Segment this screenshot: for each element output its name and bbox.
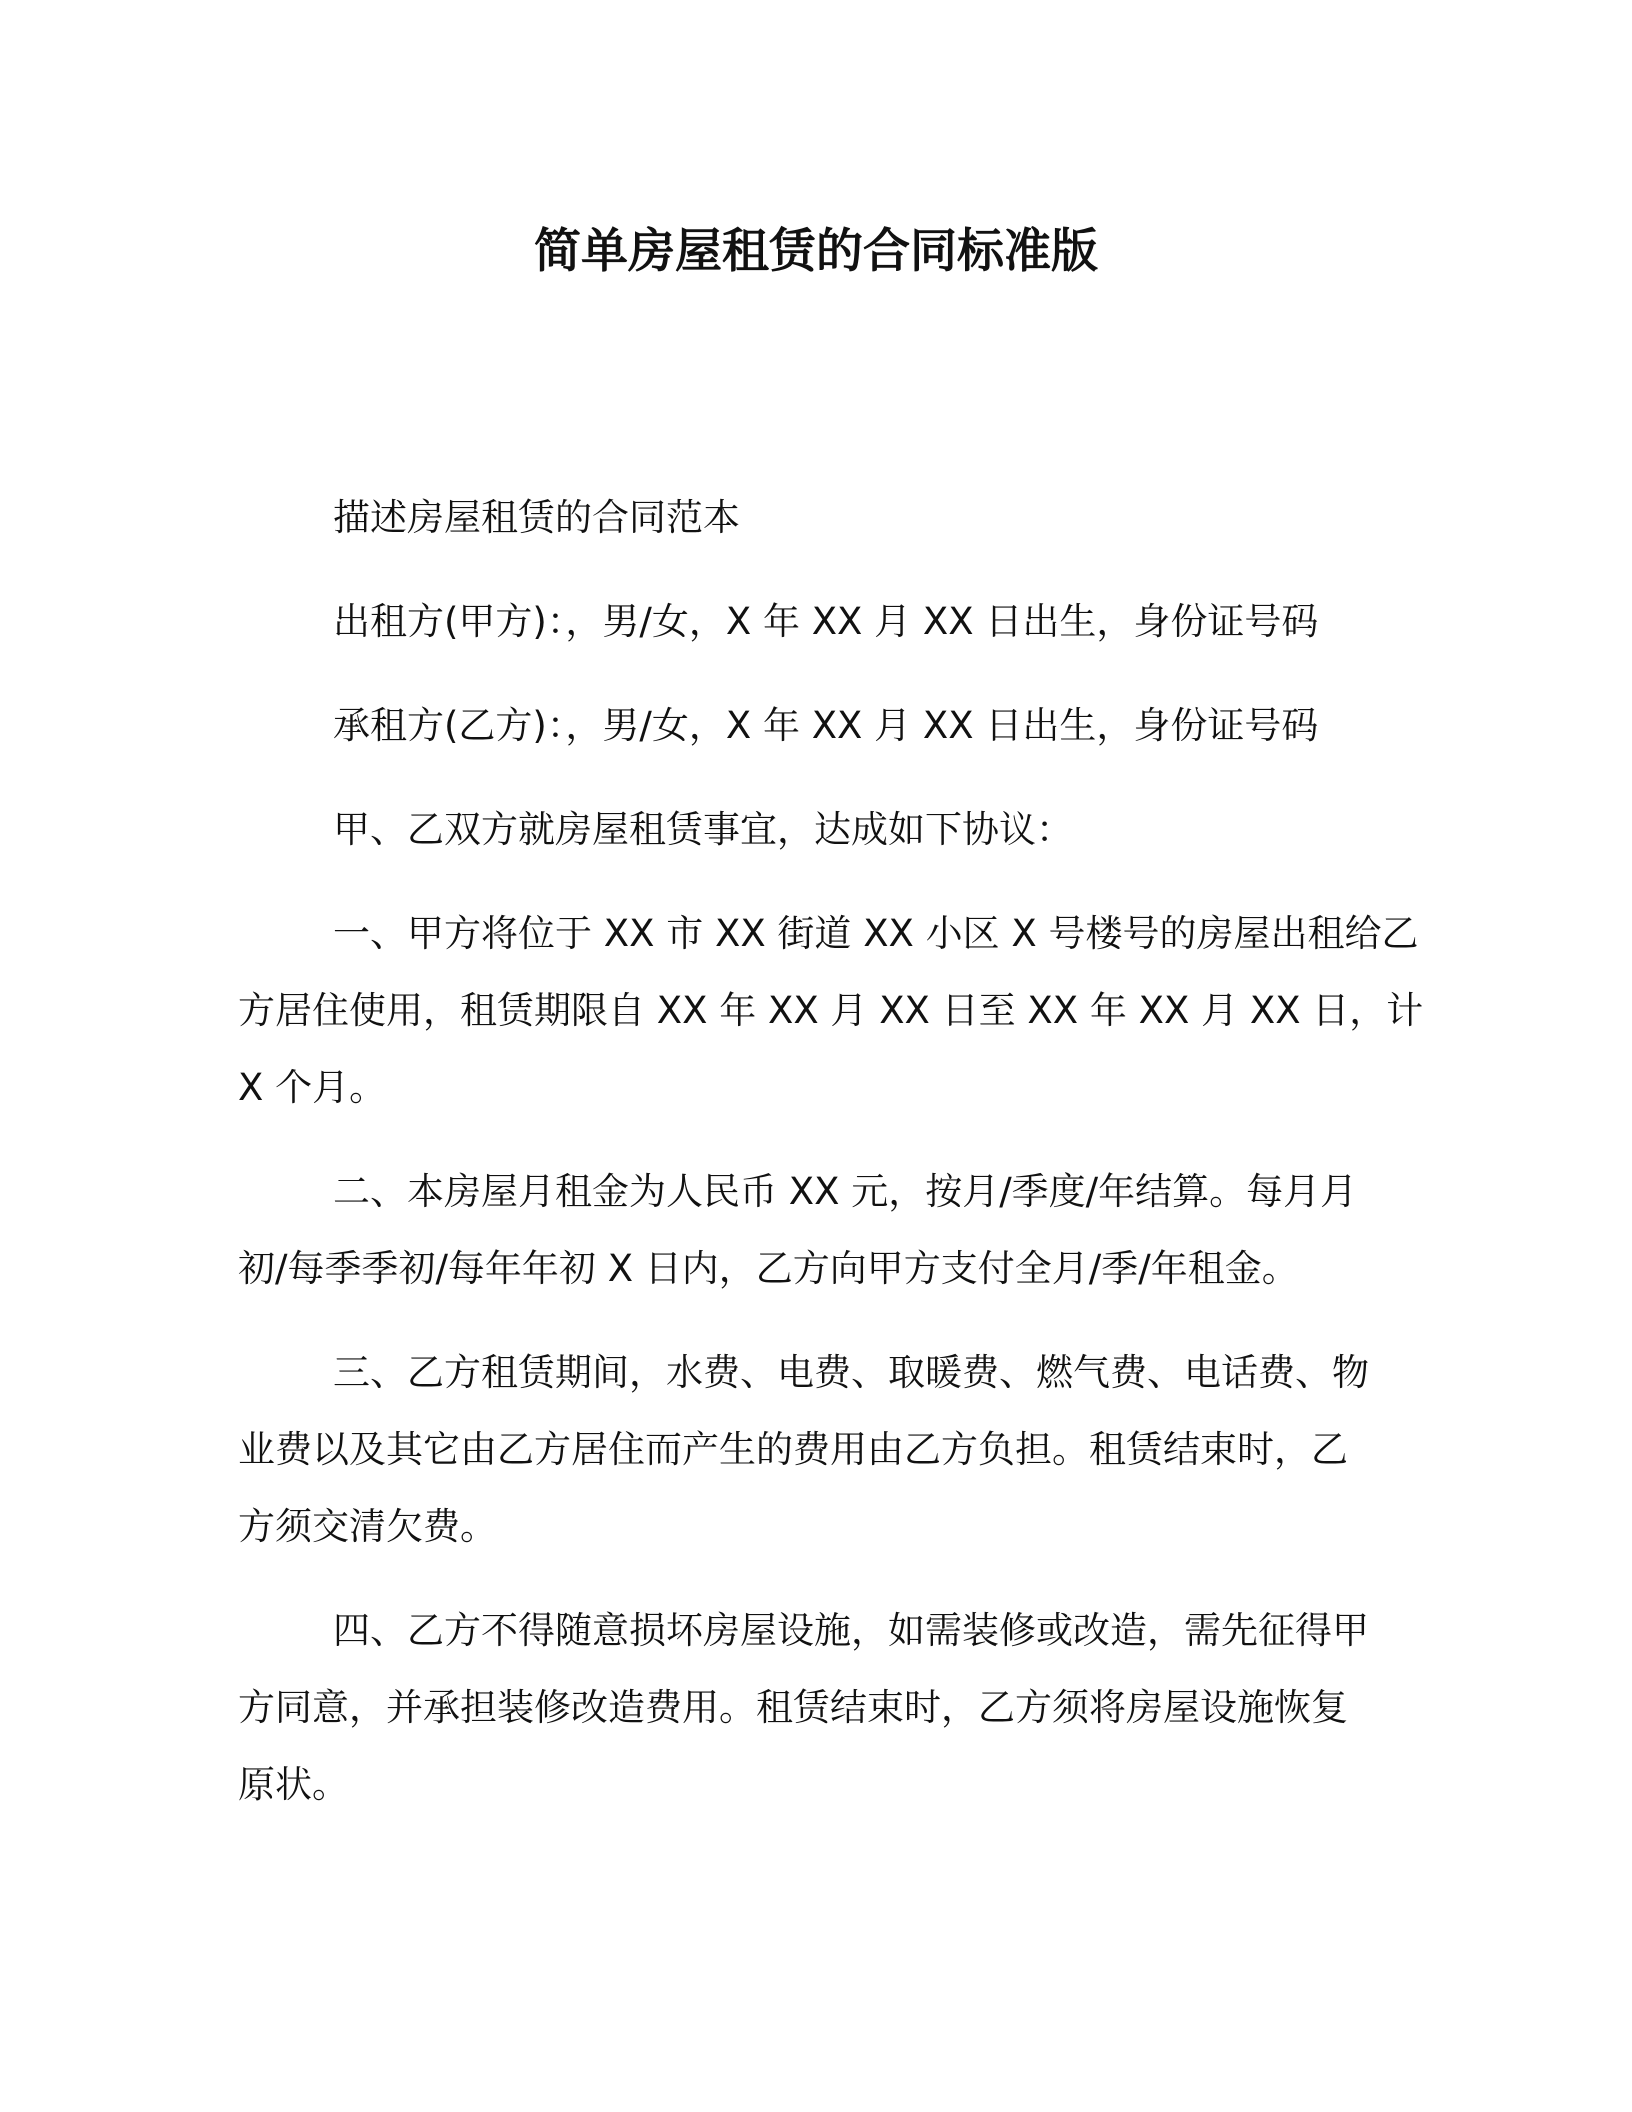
clause-4-line-2: 方同意，并承担装修改造费用。租赁结束时，乙方须将房屋设施恢复 bbox=[238, 1686, 1348, 1729]
document-title: 简单房屋租赁的合同标准版 bbox=[534, 224, 1098, 279]
clause-3-line-1: 三、乙方租赁期间，水费、电费、取暖费、燃气费、电话费、物 bbox=[333, 1351, 1369, 1394]
lessor-line: 出租方(甲方)：，男/女，X 年 XX 月 XX 日出生，身份证号码 bbox=[333, 600, 1319, 643]
clause-2-line-1: 二、本房屋月租金为人民币 XX 元，按月/季度/年结算。每月月 bbox=[333, 1170, 1358, 1213]
contract-subtitle: 描述房屋租赁的合同范本 bbox=[333, 496, 740, 539]
clause-1-line-1: 一、甲方将位于 XX 市 XX 街道 XX 小区 X 号楼号的房屋出租给乙 bbox=[333, 912, 1419, 955]
clause-3-line-3: 方须交清欠费。 bbox=[238, 1505, 497, 1548]
clause-1-line-3: X 个月。 bbox=[238, 1066, 387, 1109]
clause-2-line-2: 初/每季季初/每年年初 X 日内，乙方向甲方支付全月/季/年租金。 bbox=[238, 1247, 1299, 1290]
clause-4-line-1: 四、乙方不得随意损坏房屋设施，如需装修或改造，需先征得甲 bbox=[333, 1609, 1369, 1652]
clause-1-line-2: 方居住使用，租赁期限自 XX 年 XX 月 XX 日至 XX 年 XX 月 XX 日，计 bbox=[238, 989, 1424, 1032]
clause-3-line-2: 业费以及其它由乙方居住而产生的费用由乙方负担。租赁结束时，乙 bbox=[238, 1428, 1348, 1471]
agreement-intro: 甲、乙双方就房屋租赁事宜，达成如下协议： bbox=[333, 808, 1073, 851]
lessee-line: 承租方(乙方)：，男/女，X 年 XX 月 XX 日出生，身份证号码 bbox=[333, 704, 1319, 747]
clause-4-line-3: 原状。 bbox=[238, 1763, 349, 1806]
